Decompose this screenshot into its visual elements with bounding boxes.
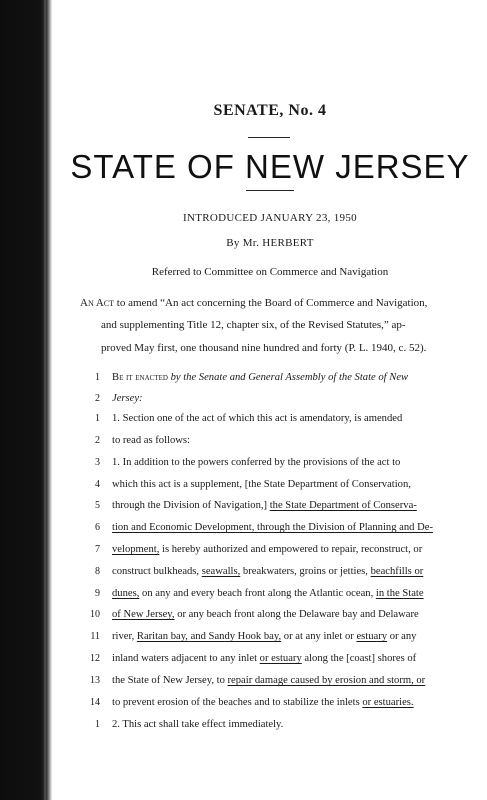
line-text: Jersey:: [112, 393, 143, 404]
line-number: 2: [95, 393, 100, 404]
added-text: velopment,: [112, 544, 160, 555]
added-text: seawalls,: [201, 566, 241, 577]
line-number: 6: [95, 522, 100, 533]
added-text: estuary: [356, 631, 388, 642]
line-number: 2: [95, 435, 100, 446]
line-text: which this act is a supplement, [the State Department of Conservation,: [112, 479, 411, 490]
bill-line: [112, 697, 414, 708]
line-text: inland waters adjacent to any inlet: [112, 653, 260, 664]
line-number: 5: [95, 500, 100, 511]
line-number: 14: [90, 697, 100, 708]
bill-line: [112, 372, 408, 383]
line-text: 2. This act shall take effect immediately.: [112, 719, 284, 730]
line-number: 1: [95, 719, 100, 730]
line-text: is hereby authorized and empowered to repair, reconstruct, or: [159, 544, 423, 555]
bill-line: [112, 719, 283, 730]
line-number: 11: [90, 631, 100, 642]
added-text: or estuary: [259, 653, 302, 664]
line-text: 1. Section one of the act of which this act is amendatory, is amended: [112, 413, 403, 424]
line-number: 4: [95, 479, 100, 490]
bill-line: [112, 544, 422, 555]
line-text: or at any inlet or: [281, 631, 357, 642]
line-text: to prevent erosion of the beaches and to stabilize the inlets: [112, 697, 363, 708]
act-title-line-2: and supplementing Title 12, chapter six, of the Revised Statutes,” ap-: [101, 319, 406, 331]
bill-line: [112, 653, 416, 664]
line-text: or any: [387, 631, 417, 642]
header-rule-bottom: [246, 190, 294, 191]
added-text: beachfills or: [370, 566, 424, 577]
bill-line: [112, 500, 417, 511]
line-number: 10: [90, 609, 100, 620]
act-title-line-1: [80, 297, 427, 309]
added-text: of New Jersey,: [112, 609, 175, 620]
bill-line: [112, 588, 424, 599]
line-text: to read as follows:: [112, 435, 190, 446]
line-text: by the Senate and General Assembly of the State of New: [167, 372, 409, 383]
bill-line: [112, 457, 400, 468]
added-text: Raritan bay, and Sandy Hook bay,: [136, 631, 282, 642]
line-text: river,: [112, 631, 137, 642]
line-text: through the Division of Navigation,]: [112, 500, 270, 511]
bill-line: [112, 393, 143, 404]
bill-line: [112, 413, 402, 424]
sponsor-line: By Mr. HERBERT: [226, 237, 314, 249]
state-title: STATE OF NEW JERSEY: [70, 148, 470, 185]
act-title-lead: An Act: [80, 297, 115, 309]
added-text: tion and Economic Development, through the Division of Planning and De-: [112, 522, 433, 533]
line-number: 13: [90, 675, 100, 686]
line-text: along the [coast] shores of: [301, 653, 417, 664]
scan-dark-edge: [0, 0, 52, 800]
bill-line: [112, 435, 190, 446]
committee-referral: Referred to Committee on Commerce and Navigation: [151, 266, 389, 278]
line-number: 8: [95, 566, 100, 577]
line-text: on any and every beach front along the Atlantic ocean,: [139, 588, 376, 599]
header-rule-top: [248, 137, 290, 138]
bill-line: [112, 609, 419, 620]
bill-line: [112, 479, 411, 490]
bill-line: [112, 675, 425, 686]
added-text: dunes,: [112, 588, 140, 599]
line-number: 9: [95, 588, 100, 599]
act-title-line-3: proved May first, one thousand nine hundred and forty (P. L. 1940, c. 52).: [101, 342, 427, 354]
line-number: 3: [95, 457, 100, 468]
added-text: or estuaries.: [362, 697, 414, 708]
added-text: the State Department of Conserva-: [269, 500, 417, 511]
line-number: 7: [95, 544, 100, 555]
line-text: the State of New Jersey, to: [112, 675, 228, 686]
line-number: 1: [95, 372, 100, 383]
line-text: construct bulkheads,: [112, 566, 202, 577]
act-title-line-1-text: to amend “An act concerning the Board of Commerce and Navigation,: [114, 297, 428, 309]
line-text: breakwaters, groins or jetties,: [240, 566, 371, 577]
bill-page: [60, 0, 480, 800]
line-text: 1. In addition to the powers conferred by the provisions of the act to: [112, 457, 401, 468]
bill-line: [112, 631, 416, 642]
bill-line: [112, 566, 423, 577]
line-text: or any beach front along the Delaware bay and Delaware: [174, 609, 419, 620]
line-text: Be it enacted: [112, 372, 168, 383]
added-text: repair damage caused by erosion and storm, or: [227, 675, 426, 686]
introduced-date: INTRODUCED JANUARY 23, 1950: [183, 212, 357, 224]
bill-line: [112, 522, 433, 533]
added-text: in the State: [375, 588, 424, 599]
senate-number: SENATE, No. 4: [213, 102, 327, 119]
line-number: 1: [95, 413, 100, 424]
line-number: 12: [90, 653, 100, 664]
